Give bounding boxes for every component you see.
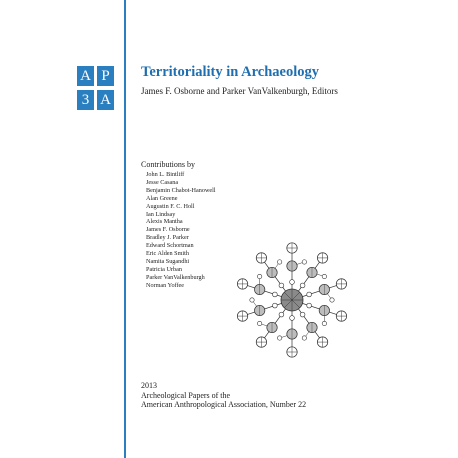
publication-info [141,381,306,410]
logo-cell: P [97,66,114,86]
contributor-name: Norman Yoffee [146,281,185,289]
book-title: Territoriality in Archaeology [141,64,320,80]
network-minor-node [302,260,306,264]
vertical-rule [124,0,126,458]
contributor-name: Namita Sugandhi [146,257,190,265]
network-minor-node [290,316,295,321]
network-minor-node [300,283,305,288]
book-editors: James F. Osborne and Parker VanValkenburgh, Editors [141,86,338,96]
ap3a-logo [77,66,115,111]
network-minor-node [322,274,326,278]
contributor-name: Edward Schortman [146,242,194,250]
network-minor-node [272,303,277,308]
network-minor-node [250,298,254,302]
contributor-name: Alan Greene [146,194,178,202]
network-minor-node [307,303,312,308]
series-line-1: Archeological Papers of the [141,390,231,400]
network-minor-node [279,283,284,288]
contributor-name: Eric Alden Smith [146,250,189,258]
network-minor-node [300,312,305,317]
contributor-name: Augustin F. C. Holl [146,202,195,210]
logo-cell: A [97,90,114,110]
publication-year: 2013 [141,381,157,390]
network-minor-node [272,292,277,297]
network-minor-node [302,336,306,340]
logo-cell: A [77,66,94,86]
network-minor-node [279,312,284,317]
network-minor-node [277,260,281,264]
contributor-name: Patricia Urban [146,265,182,273]
network-diagram-illustration [222,238,362,362]
network-minor-node [290,280,295,285]
contributor-name: Ian Lindsay [146,210,176,218]
contributor-list [146,171,216,290]
contributions-heading: Contributions by [141,160,196,169]
contributor-name: John L. Bintliff [146,171,185,178]
network-minor-node [307,292,312,297]
logo-cell: 3 [77,90,94,110]
network-minor-node [322,321,326,325]
contributor-name: Jesse Casana [146,178,179,186]
contributor-name: Bradley J. Parker [146,234,189,242]
contributor-name: James F. Osborne [146,226,190,234]
network-minor-node [257,321,261,325]
network-minor-node [257,274,261,278]
network-minor-node [330,298,334,302]
series-line-2: American Anthropological Association, Number 22 [141,400,307,410]
network-minor-node [277,336,281,340]
contributor-name: Benjamin Chabot-Hanowell [146,186,216,194]
contributor-name: Parker VanValkenburgh [146,273,205,281]
contributor-name: Alexis Mantha [146,218,183,226]
